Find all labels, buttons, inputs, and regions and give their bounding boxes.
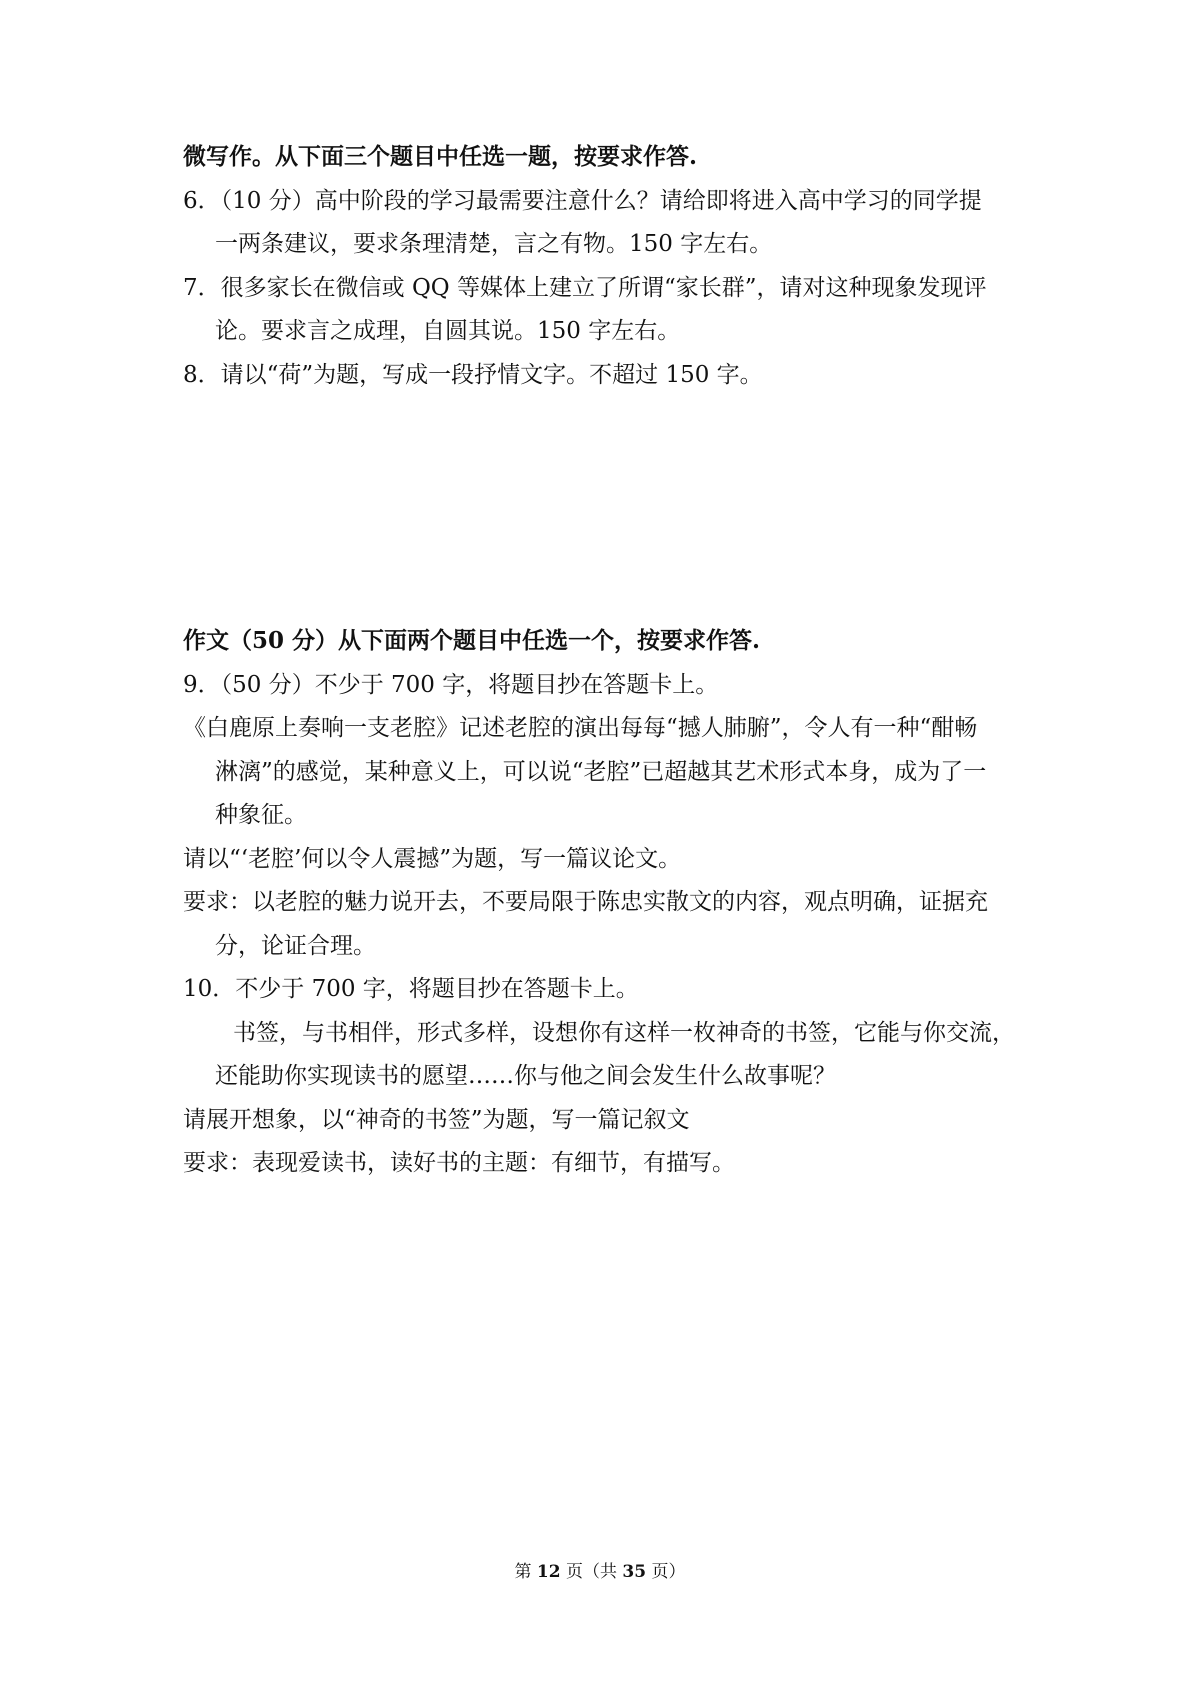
footer-page-number: 12 bbox=[536, 1562, 561, 1582]
section2-heading: 作文（50 分）从下面两个题目中任选一个，按要求作答. bbox=[183, 627, 761, 654]
footer-middle: 页（共 bbox=[566, 1562, 617, 1582]
question-7-line2: 论。要求言之成理，自圆其说。150 字左右。 bbox=[215, 318, 681, 344]
question-9-passage-line1: 《白鹿原上奏响一支老腔》记述老腔的演出每每“撼人肺腑”，令人有一种“酣畅 bbox=[183, 715, 978, 741]
question-6-line1: 6．（10 分）高中阶段的学习最需要注意什么？请给即将进入高中学习的同学提 bbox=[183, 188, 982, 214]
question-9-passage-line3: 种象征。 bbox=[215, 802, 307, 828]
question-9-prompt: 请以“‘老腔’何以令人震撼”为题，写一篇议论文。 bbox=[183, 846, 682, 872]
footer-suffix: 页） bbox=[651, 1562, 686, 1582]
question-7-line1: 7．很多家长在微信或 QQ 等媒体上建立了所谓“家长群”，请对这种现象发现评 bbox=[183, 275, 987, 301]
footer-prefix: 第 bbox=[514, 1562, 532, 1582]
question-10-requirement: 要求：表现爱读书，读好书的主题：有细节，有描写。 bbox=[183, 1150, 735, 1176]
question-6-line2: 一两条建议，要求条理清楚，言之有物。150 字左右。 bbox=[215, 231, 773, 257]
question-9-requirement-line2: 分，论证合理。 bbox=[215, 933, 376, 959]
question-9-requirement-line1: 要求：以老腔的魅力说开去，不要局限于陈忠实散文的内容，观点明确，证据充 bbox=[183, 889, 988, 915]
question-10-prompt: 请展开想象，以“神奇的书签”为题，写一篇记叙文 bbox=[183, 1107, 690, 1133]
section1-heading: 微写作。从下面三个题目中任选一题，按要求作答. bbox=[183, 143, 698, 170]
question-9-line1: 9．（50 分）不少于 700 字，将题目抄在答题卡上。 bbox=[183, 672, 719, 698]
footer-total-pages: 35 bbox=[622, 1562, 647, 1582]
page-footer bbox=[0, 1560, 1200, 1584]
question-10-line1: 10．不少于 700 字，将题目抄在答题卡上。 bbox=[183, 976, 639, 1002]
question-9-passage-line2: 淋漓”的感觉，某种意义上，可以说“老腔”已超越其艺术形式本身，成为了一 bbox=[215, 759, 987, 785]
question-10-passage-line1: 书签，与书相伴，形式多样，设想你有这样一枚神奇的书签，它能与你交流， bbox=[233, 1020, 1015, 1046]
question-8: 8．请以“荷”为题，写成一段抒情文字。不超过 150 字。 bbox=[183, 362, 763, 388]
question-10-passage-line2: 还能助你实现读书的愿望……你与他之间会发生什么故事呢？ bbox=[215, 1063, 836, 1089]
